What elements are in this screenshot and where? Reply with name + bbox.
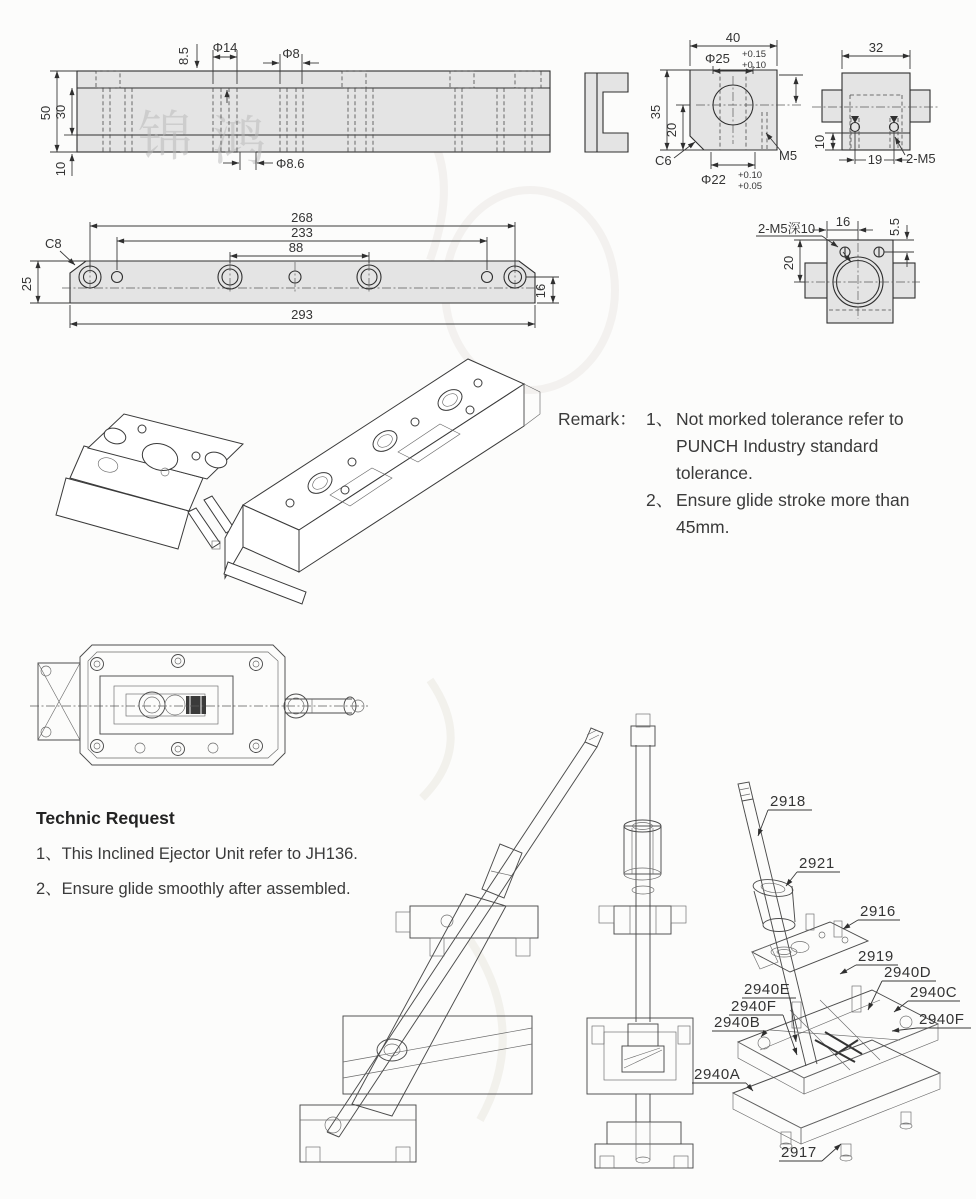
dim-10-side: 10: [812, 134, 827, 150]
dim-d14: Φ14: [212, 40, 238, 55]
remark-item2-text: [676, 487, 960, 541]
part-label-2916: 2916: [860, 903, 896, 920]
technic-title: Technic Request: [36, 808, 175, 828]
thread-note-2m5-depth10: 2-M5深10: [758, 221, 816, 236]
dim-20-end: 20: [781, 255, 796, 271]
top-view-bolts: [91, 655, 263, 756]
exploded-view: [692, 782, 971, 1161]
part-label-2917: 2917: [781, 1144, 817, 1161]
technic-item-2: 2、Ensure glide smoothly after assembled.: [36, 880, 351, 898]
dim-bore-tol-lo: +0.10: [742, 60, 767, 71]
dim-bore-tol-up: +0.15: [742, 49, 767, 60]
thread-2m5: 2-M5: [906, 151, 936, 166]
dim-293: 293: [291, 307, 313, 322]
part-label-2940e: 2940E: [744, 981, 791, 998]
remark-item2-line2: 45mm.: [676, 517, 730, 537]
thread-m5: M5: [779, 148, 798, 163]
remark-item1-line2: PUNCH Industry standard: [676, 436, 879, 456]
dim-32: 32: [868, 40, 884, 55]
part-label-2940b: 2940B: [714, 1014, 761, 1031]
remark-item1-line1: Not morked tolerance refer to: [676, 409, 904, 429]
scan-artifacts: [395, 95, 615, 1120]
dim-16-bar: 16: [533, 283, 548, 299]
remark-item1-line3: tolerance.: [676, 463, 753, 483]
dim-50: 50: [38, 105, 53, 121]
part-label-2921: 2921: [799, 855, 835, 872]
view-bar-top: [38, 40, 550, 176]
watermark-text-1: 锦: [138, 107, 206, 167]
part-label-2919: 2919: [858, 948, 894, 965]
dim-233: 233: [291, 225, 313, 240]
part-label-2918: 2918: [770, 793, 806, 810]
part-label-2940f-left: 2940F: [731, 998, 777, 1015]
dim-bore2-tol-lo: +0.05: [738, 181, 763, 192]
dim-bore: Φ25: [705, 51, 730, 66]
dim-88: 88: [288, 240, 304, 255]
dim-bore2-tol-up: +0.10: [738, 170, 763, 181]
view-block-side: [812, 40, 940, 167]
watermark-text-2: 鸿: [212, 112, 280, 172]
remark-item1-number: 1、: [646, 409, 674, 429]
exploded-part-labels: [692, 793, 971, 1161]
isometric-small-block: [56, 414, 243, 549]
dim-19: 19: [867, 152, 883, 167]
assembly-vertical-view: [587, 714, 693, 1168]
part-label-2940a: 2940A: [694, 1066, 741, 1083]
dim-25: 25: [19, 276, 34, 292]
remark-item1-text: [676, 406, 960, 487]
dim-d8: Φ8: [282, 46, 300, 61]
dim-10: 10: [53, 161, 68, 177]
dim-5-5: 5.5: [887, 217, 902, 237]
view-bar-side: [19, 210, 559, 328]
view-end-block: [756, 214, 920, 323]
part-label-2940f-right: 2940F: [919, 1011, 965, 1028]
part-label-2940c: 2940C: [910, 984, 958, 1001]
dim-35: 35: [648, 104, 663, 120]
dim-8-5: 8.5: [176, 46, 191, 66]
dim-40: 40: [725, 30, 741, 45]
assembly-inclined-view: [300, 728, 603, 1162]
view-c-profile: [585, 73, 628, 152]
dim-16-end: 16: [835, 214, 851, 229]
view-block-front: [648, 30, 803, 192]
dim-bore2: Φ22: [701, 172, 726, 187]
technic-request: [36, 808, 416, 899]
dim-30: 30: [53, 104, 68, 120]
chamfer-c6: C6: [655, 153, 672, 168]
dim-d8-6: Φ8.6: [276, 156, 305, 171]
chamfer-c8: C8: [45, 236, 62, 251]
dim-20: 20: [664, 122, 679, 138]
assembly-top-view: [30, 645, 368, 765]
isometric-rail: [224, 359, 540, 604]
remark-label: Remark：: [558, 409, 637, 429]
part-label-2940d: 2940D: [884, 964, 932, 981]
dim-268: 268: [291, 210, 313, 225]
remark-item2-number: 2、: [646, 490, 674, 510]
technic-item-1: 1、This Inclined Ejector Unit refer to JH136.: [36, 845, 358, 863]
remark-item2-line1: Ensure glide stroke more than: [676, 490, 910, 510]
remark-note: [558, 406, 960, 541]
